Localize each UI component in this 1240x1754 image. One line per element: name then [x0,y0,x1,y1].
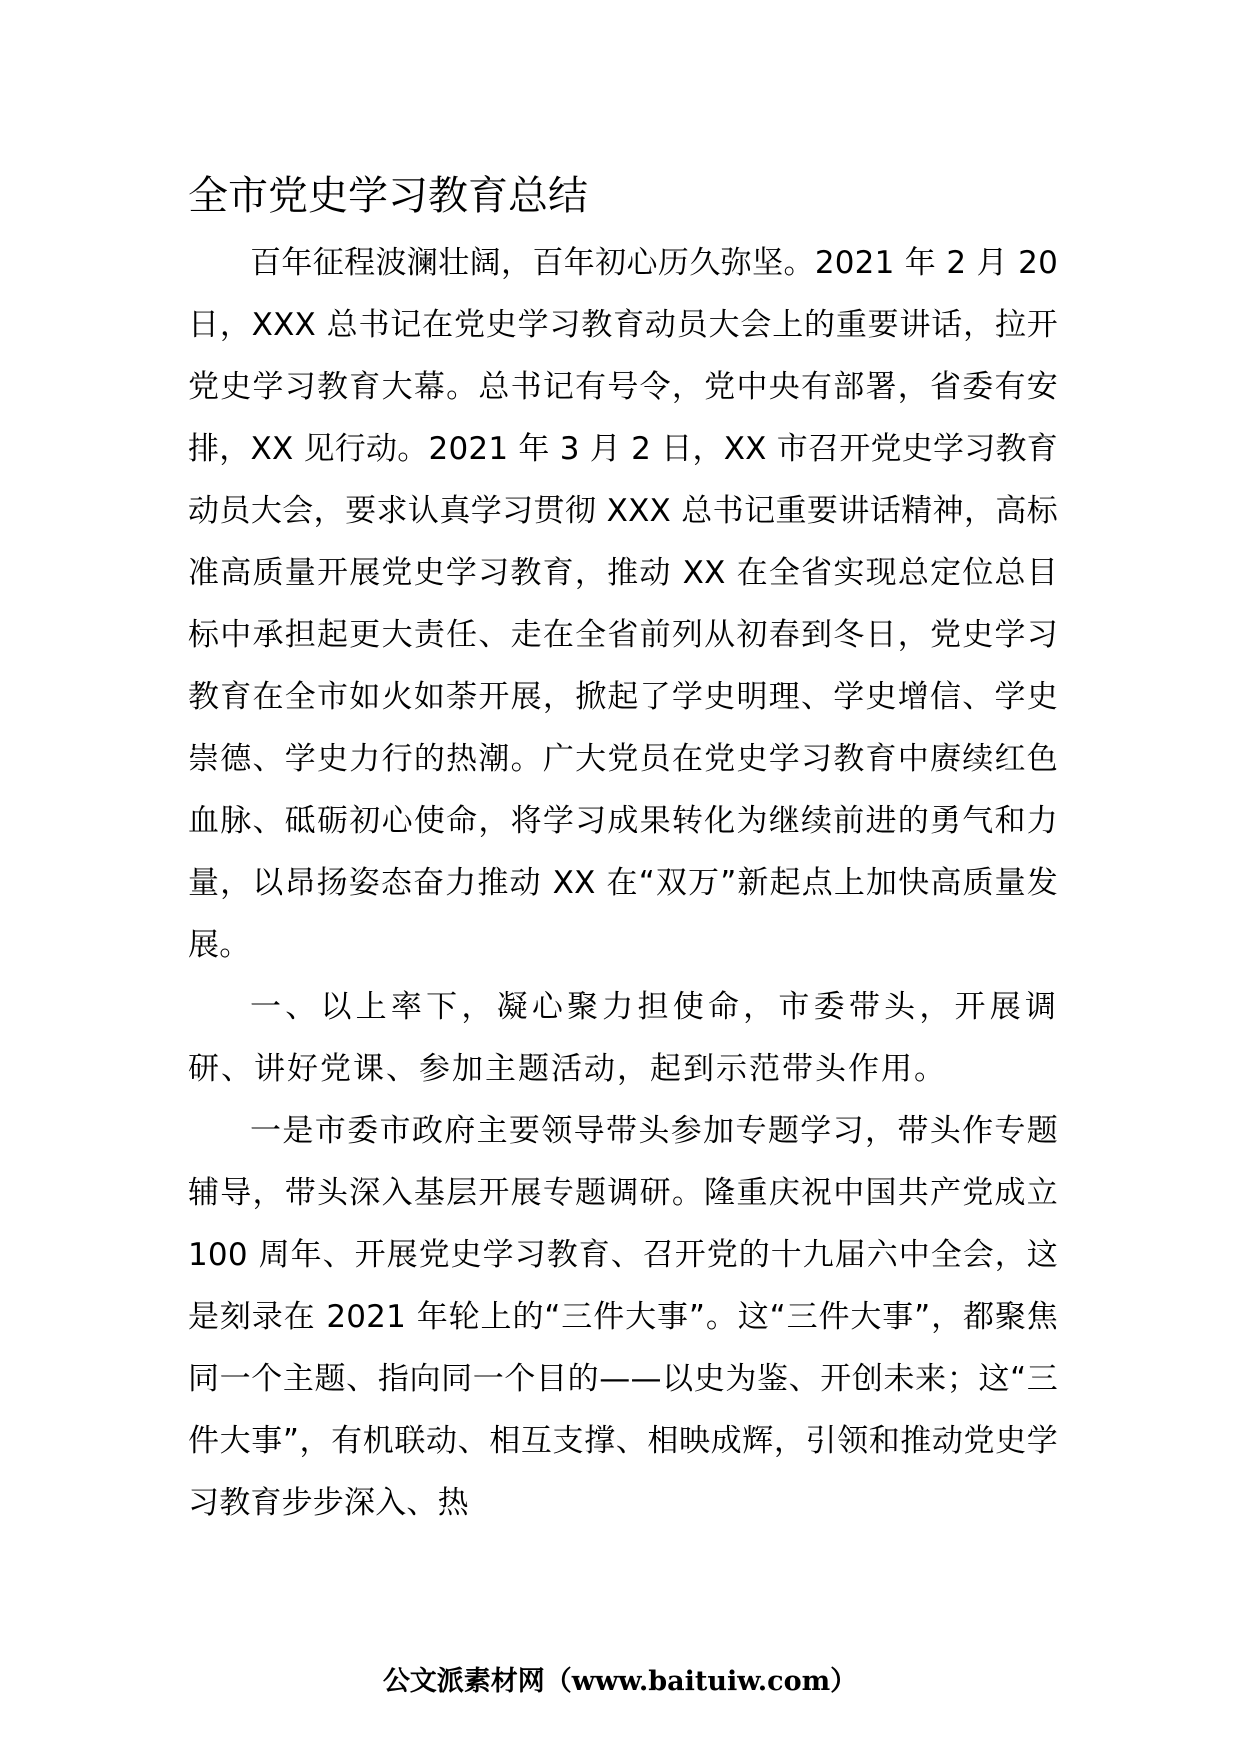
document-title: 全市党史学习教育总结 [188,173,588,219]
paragraph-section-heading: 一、以上率下，凝心聚力担使命，市委带头，开展调研、讲好党课、参加主题活动，起到示范带头作用。 [188,989,1058,1087]
paragraph-intro: 百年征程波澜壮阔，百年初心历久弥坚。2021 年 2 月 20 日，XXX 总书记在党史学习教育动员大会上的重要讲话，拉开党史学习教育大幕。总书记有号令，党中央有部署，省委有安排，XX 见行动。2021 年 3 月 2 日，XX 市召开党史学习教育动员大会，要求认真学习贯彻 XXX 总书记重要讲话精神，高标准高质量开展党史学习教育，推动 XX 在全省实现总定位总目标中承担起更大责任、走在全省前列从初春到冬日，党史学习教育在全市如火如荼开展，掀起了学史明理、学史增信、学史崇德、学史力行的热潮。广大党员在党史学习教育中赓续红色血脉、砥砺初心使命，将学习成果转化为继续前进的勇气和力量，以昂扬姿态奋力推动 XX 在“双万”新起点上加快高质量发展。 [188,245,1058,963]
document-body [188,160,1058,1534]
paragraph-point-one: 一是市委市政府主要领导带头参加专题学习，带头作专题辅导，带头深入基层开展专题调研。隆重庆祝中国共产党成立 100 周年、开展党史学习教育、召开党的十九届六中全会，这是刻录在 2021 年轮上的“三件大事”。这“三件大事”，都聚焦同一个主题、指向同一个目的——以史为鉴、开创未来；这“三件大事”，有机联动、相互支撑、相映成辉，引领和推动党史学习教育步步深入、热 [188,1113,1058,1521]
footer-watermark: 公文派素材网（www.baituiw.com） [382,1666,858,1697]
